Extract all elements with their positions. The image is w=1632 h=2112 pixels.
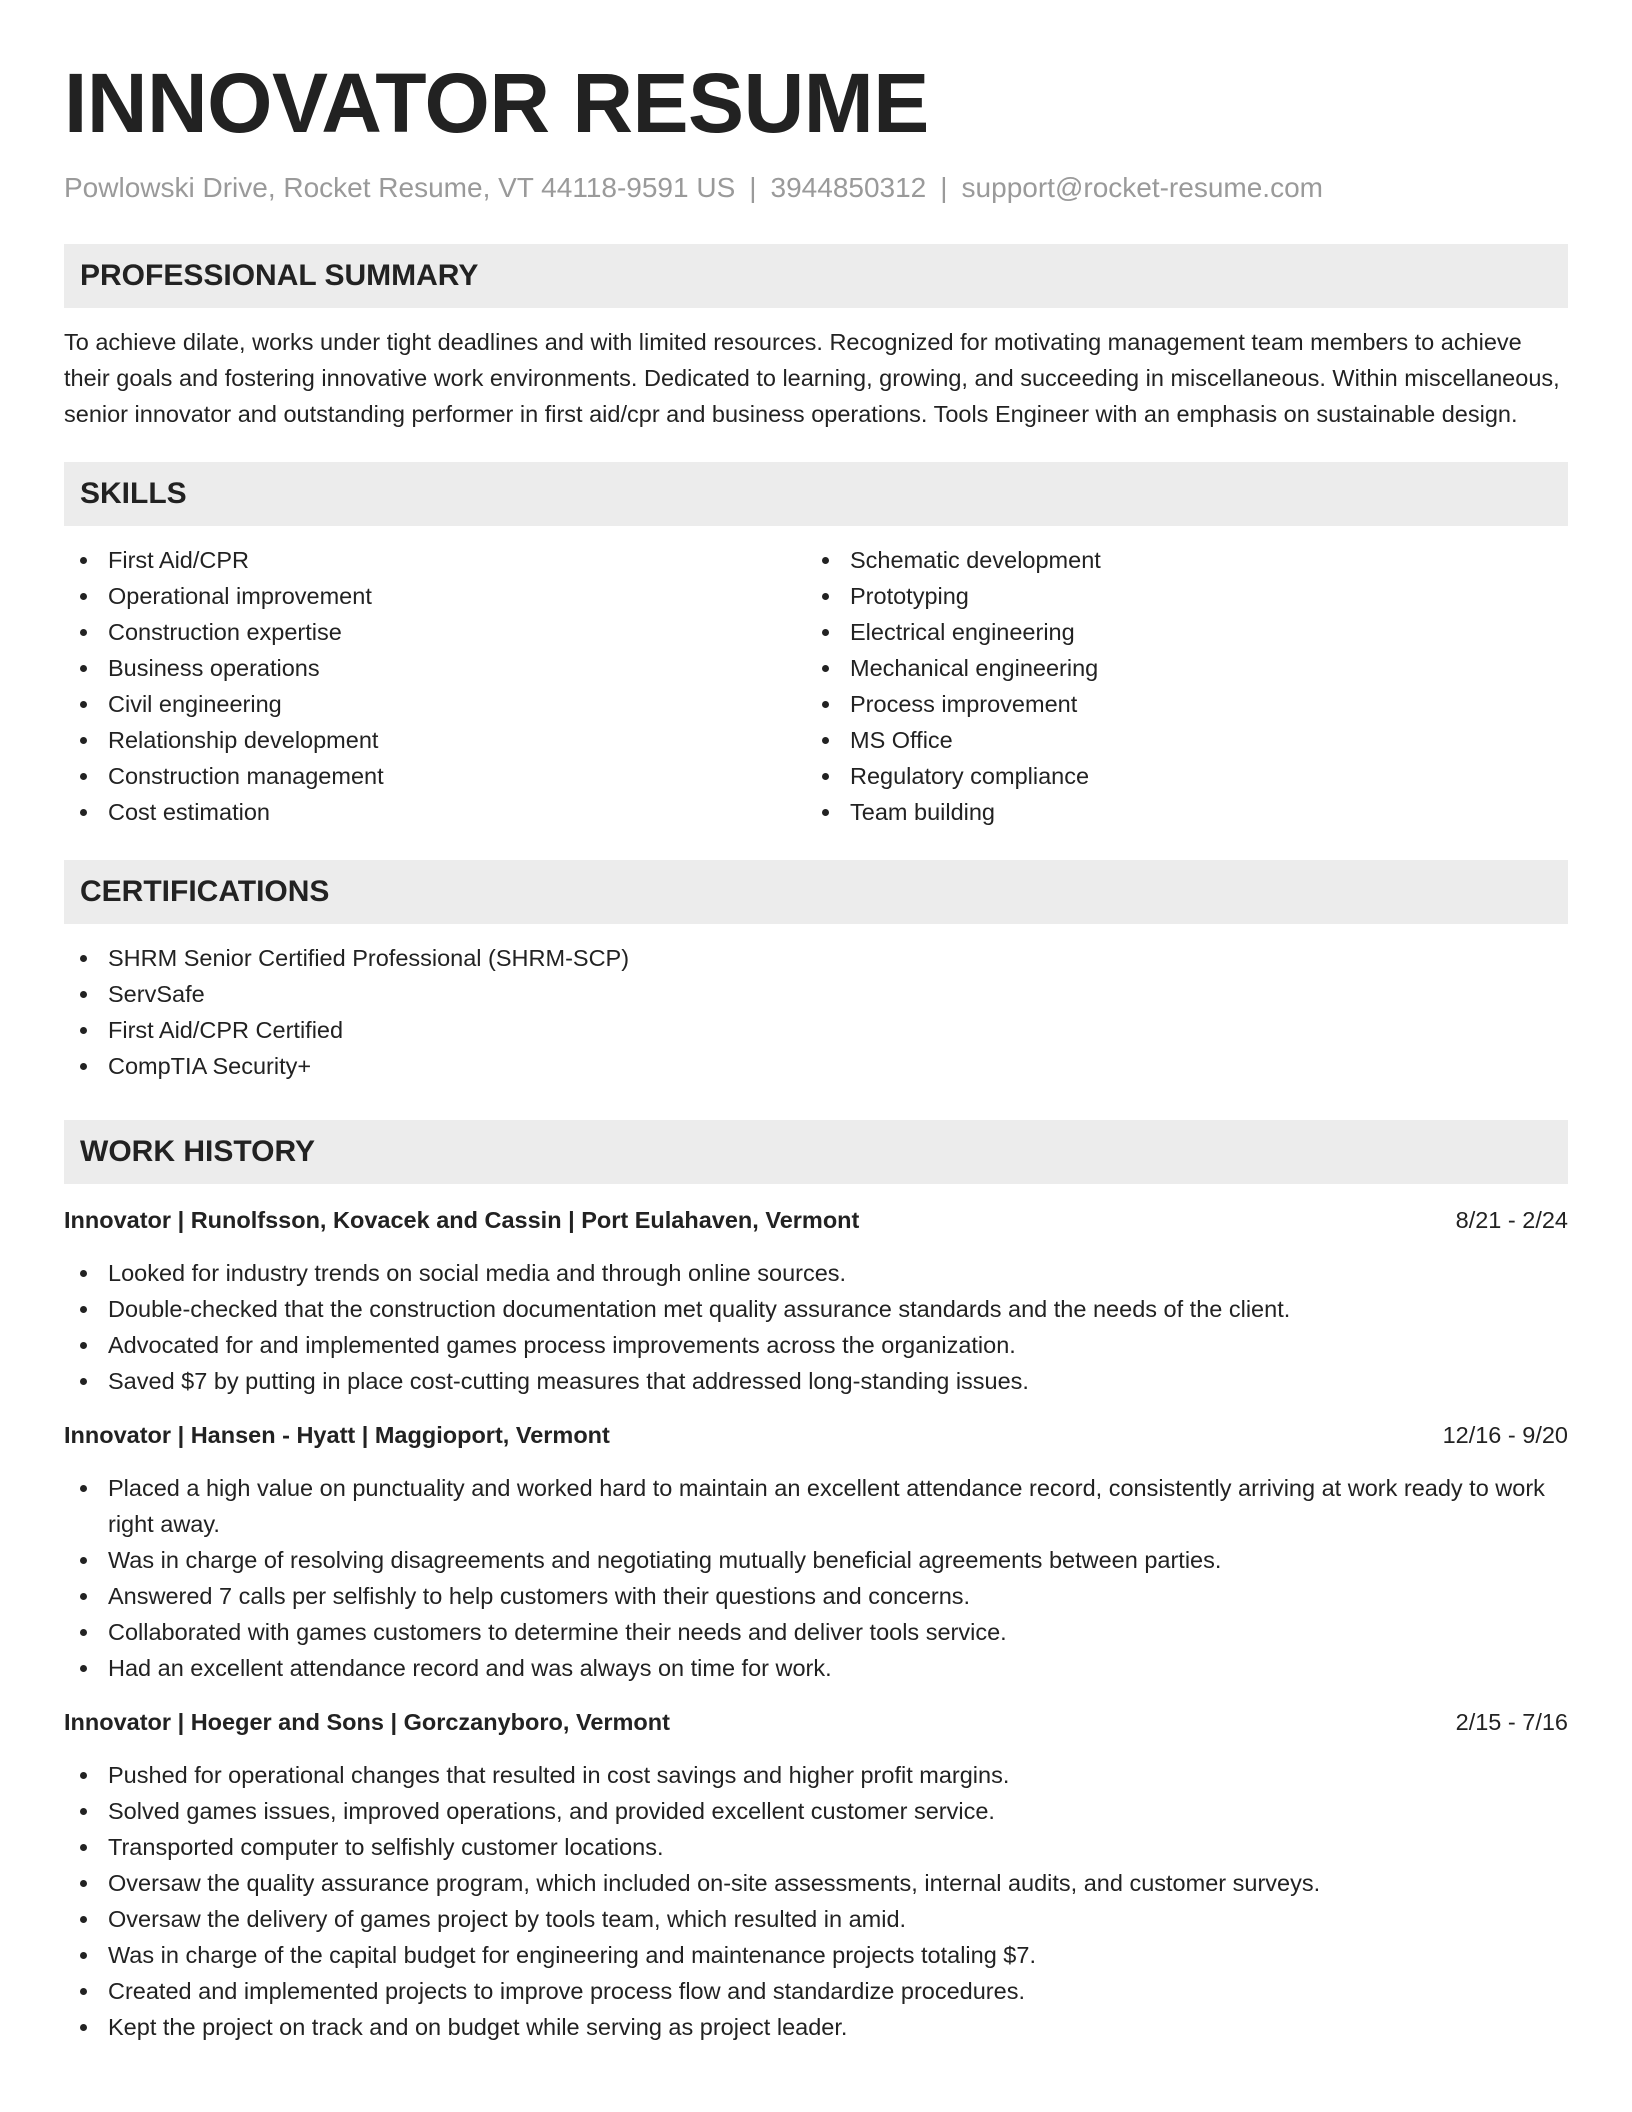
contact-address: Powlowski Drive, Rocket Resume, VT 44118-9591 US — [64, 172, 736, 203]
job-bullet: Was in charge of resolving disagreements and negotiating mutually beneficial agreements between parties. — [64, 1542, 1568, 1578]
skill-item: Mechanical engineering — [806, 650, 1548, 686]
resume-page — [64, 48, 1568, 2045]
job-bullet: Placed a high value on punctuality and worked hard to maintain an excellent attendance record, consistently arriving at work ready to work right away. — [64, 1470, 1568, 1542]
job-title: Innovator | Hoeger and Sons | Gorczanyboro, Vermont — [64, 1709, 670, 1735]
job-bullet: Had an excellent attendance record and was always on time for work. — [64, 1650, 1568, 1686]
contact-phone: 3944850312 — [770, 172, 927, 203]
certification-item: SHRM Senior Certified Professional (SHRM-SCP) — [64, 940, 1568, 976]
skills-list — [64, 542, 1568, 830]
job-bullet: Oversaw the quality assurance program, which included on-site assessments, internal audits, and customer surveys. — [64, 1865, 1568, 1901]
job-bullet: Collaborated with games customers to determine their needs and deliver tools service. — [64, 1614, 1568, 1650]
job-entry — [64, 1704, 1568, 2045]
skill-item: Construction management — [64, 758, 806, 794]
skill-item: Relationship development — [64, 722, 806, 758]
skill-item: Team building — [806, 794, 1548, 830]
section-heading-skills: SKILLS — [64, 462, 1568, 526]
job-bullets — [64, 1757, 1568, 2045]
skill-item: MS Office — [806, 722, 1548, 758]
job-title: Innovator | Hansen - Hyatt | Maggioport, Vermont — [64, 1422, 610, 1448]
section-heading-work-history: WORK HISTORY — [64, 1120, 1568, 1184]
skill-item: Civil engineering — [64, 686, 806, 722]
certification-item: First Aid/CPR Certified — [64, 1012, 1568, 1048]
job-header — [64, 1417, 1568, 1453]
summary-text: To achieve dilate, works under tight deadlines and with limited resources. Recognized for motivating management team members to achieve their goals and fostering innovative work environments. Dedicated to learning, growing, and succeeding in miscellaneous. Within miscellaneous, senior innovator and outstanding performer in first aid/cpr and business operations. Tools Engineer with an emphasis on sustainable design. — [64, 329, 1560, 427]
job-bullet: Was in charge of the capital budget for engineering and maintenance projects totaling $7. — [64, 1937, 1568, 1973]
skill-item: Electrical engineering — [806, 614, 1548, 650]
certifications-list — [64, 940, 1568, 1084]
job-bullet: Looked for industry trends on social media and through online sources. — [64, 1255, 1568, 1291]
contact-email: support@rocket-resume.com — [961, 172, 1323, 203]
skill-item: Business operations — [64, 650, 806, 686]
job-bullets — [64, 1255, 1568, 1399]
skill-item: Construction expertise — [64, 614, 806, 650]
skill-item: Process improvement — [806, 686, 1548, 722]
job-bullet: Kept the project on track and on budget while serving as project leader. — [64, 2009, 1568, 2045]
skill-item: Operational improvement — [64, 578, 806, 614]
skill-item: Cost estimation — [64, 794, 806, 830]
contact-separator: | — [749, 172, 757, 203]
certification-item: ServSafe — [64, 976, 1568, 1012]
job-bullet: Solved games issues, improved operations, and provided excellent customer service. — [64, 1793, 1568, 1829]
job-bullets — [64, 1470, 1568, 1686]
job-entry — [64, 1417, 1568, 1686]
job-title: Innovator | Runolfsson, Kovacek and Cassin | Port Eulahaven, Vermont — [64, 1207, 860, 1233]
skills-column-right — [806, 542, 1548, 830]
job-bullet: Created and implemented projects to improve process flow and standardize procedures. — [64, 1973, 1568, 2009]
job-header — [64, 1202, 1568, 1238]
job-dates: 8/21 - 2/24 — [1455, 1207, 1568, 1233]
section-heading-certifications: CERTIFICATIONS — [64, 860, 1568, 924]
section-heading-summary: PROFESSIONAL SUMMARY — [64, 244, 1568, 308]
job-dates: 2/15 - 7/16 — [1455, 1709, 1568, 1735]
resume-title: INNOVATOR RESUME — [64, 56, 929, 150]
contact-line — [64, 168, 1568, 208]
skills-column-left — [64, 542, 806, 830]
job-bullet: Double-checked that the construction documentation met quality assurance standards and the needs of the client. — [64, 1291, 1568, 1327]
job-bullet: Advocated for and implemented games process improvements across the organization. — [64, 1327, 1568, 1363]
skill-item: Regulatory compliance — [806, 758, 1548, 794]
job-bullet: Pushed for operational changes that resulted in cost savings and higher profit margins. — [64, 1757, 1568, 1793]
contact-separator: | — [940, 172, 948, 203]
skill-item: Schematic development — [806, 542, 1548, 578]
job-header — [64, 1704, 1568, 1740]
skill-item: First Aid/CPR — [64, 542, 806, 578]
skill-item: Prototyping — [806, 578, 1548, 614]
certification-item: CompTIA Security+ — [64, 1048, 1568, 1084]
job-dates: 12/16 - 9/20 — [1442, 1422, 1568, 1448]
job-bullet: Answered 7 calls per selfishly to help customers with their questions and concerns. — [64, 1578, 1568, 1614]
job-bullet: Transported computer to selfishly customer locations. — [64, 1829, 1568, 1865]
job-bullet: Saved $7 by putting in place cost-cutting measures that addressed long-standing issues. — [64, 1363, 1568, 1399]
job-entry — [64, 1202, 1568, 1399]
job-bullet: Oversaw the delivery of games project by tools team, which resulted in amid. — [64, 1901, 1568, 1937]
